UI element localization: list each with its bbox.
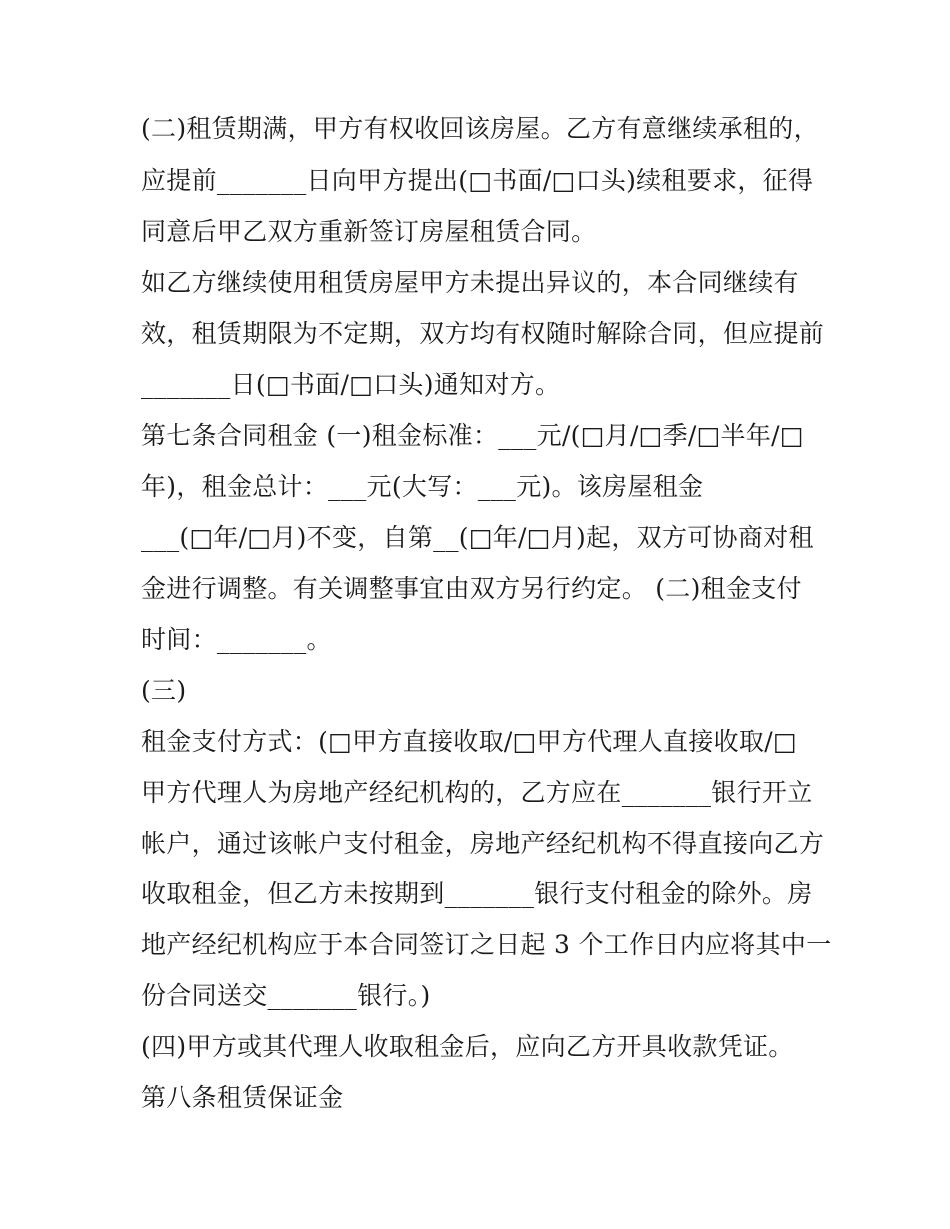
text-line: ___(□年/□月)不变，自第__(□年/□月)起，双方可协商对租 xyxy=(141,523,814,552)
text-line: 第七条合同租金 (一)租金标准：___元/(□月/□季/□半年/□ xyxy=(141,421,804,450)
text-line: 年)，租金总计：___元(大写：___元)。该房屋租金 xyxy=(141,472,704,501)
text-line: (三) xyxy=(141,676,187,705)
text-line: (四)甲方或其代理人收取租金后，应向乙方开具收款凭证。 xyxy=(141,1032,794,1061)
text-line: 应提前_______日向甲方提出(□书面/□口头)续租要求，征得 xyxy=(141,166,814,195)
text-line: 效，租赁期限为不定期，双方均有权随时解除合同，但应提前 xyxy=(141,319,825,348)
text-line: 时间：_______。 xyxy=(141,625,332,654)
section-heading: 第八条租赁保证金 xyxy=(141,1083,344,1112)
text-line: 同意后甲乙双方重新签订房屋租赁合同。 xyxy=(141,217,597,246)
text-line: 金进行调整。有关调整事宜由双方另行约定。 (二)租金支付 xyxy=(141,574,802,603)
text-line: 如乙方继续使用租赁房屋甲方未提出异议的，本合同继续有 xyxy=(141,268,799,297)
text-line: 地产经纪机构应于本合同签订之日起 3 个工作日内应将其中一 xyxy=(141,930,832,959)
text-line: (二)租赁期满，甲方有权收回该房屋。乙方有意继续承租的， xyxy=(141,114,819,143)
text-line: 收取租金，但乙方未按期到_______银行支付租金的除外。房 xyxy=(141,879,813,908)
text-line: 帐户，通过该帐户支付租金，房地产经纪机构不得直接向乙方 xyxy=(141,829,825,858)
text-line: 租金支付方式：(□甲方直接收取/□甲方代理人直接收取/□ xyxy=(141,727,797,756)
text-line: 份合同送交_______银行。) xyxy=(141,981,431,1010)
text-line: _______日(□书面/□口头)通知对方。 xyxy=(141,370,561,399)
text-line: 甲方代理人为房地产经纪机构的，乙方应在_______银行开立 xyxy=(141,778,813,807)
